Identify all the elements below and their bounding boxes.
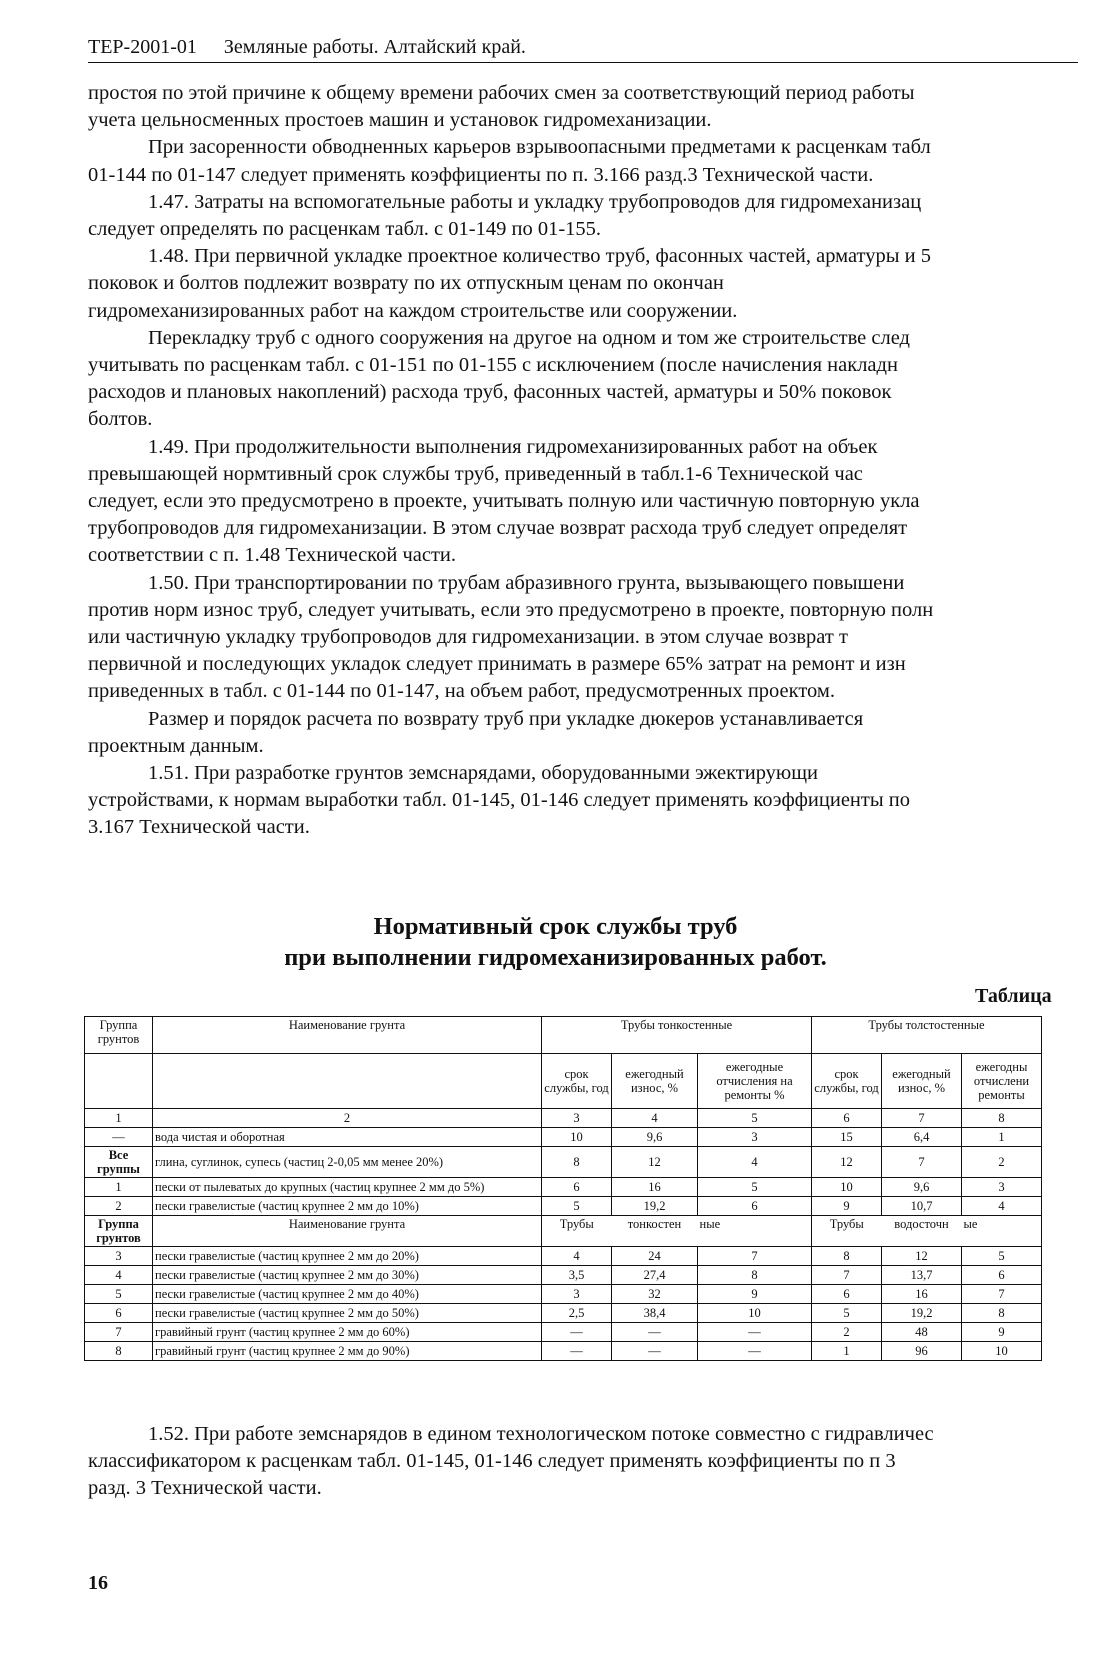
cell-name: пески гравелистые (частиц крупнее 2 мм до 20%)	[153, 1247, 542, 1266]
cell-value: 7	[882, 1147, 962, 1178]
text-line: Перекладку труб с одного сооружения на другое на одном и том же строительстве след	[148, 326, 910, 349]
closing-text	[88, 1421, 1111, 1503]
header-thick-pipes: Трубы толстостенные	[812, 1017, 1042, 1054]
cell-group: 7	[85, 1323, 153, 1342]
cell-value: 2,5	[542, 1304, 612, 1323]
running-header	[88, 36, 1078, 63]
table-row	[85, 1323, 1042, 1342]
cell-value: 6	[542, 1178, 612, 1197]
cell-value: 6	[962, 1266, 1042, 1285]
cell-name: пески гравелистые (частиц крупнее 2 мм до 10%)	[153, 1197, 542, 1216]
column-number: 8	[962, 1109, 1042, 1128]
mid-header-group: Группа грунтов	[85, 1216, 153, 1247]
cell-value: 19,2	[882, 1304, 962, 1323]
cell-value: 15	[812, 1128, 882, 1147]
text-line: против норм износ труб, следует учитывать, если это предусмотрено в проекте, повторную полн	[88, 598, 934, 621]
cell-group: 3	[85, 1247, 153, 1266]
cell-value: 10	[542, 1128, 612, 1147]
cell-name: пески гравелистые (частиц крупнее 2 мм до 40%)	[153, 1285, 542, 1304]
header-repair: ежегодные отчисления на ремонты %	[698, 1054, 812, 1109]
cell-value: 5	[542, 1197, 612, 1216]
pipe-service-table	[84, 1016, 1042, 1361]
document-title: Земляные работы. Алтайский край.	[223, 36, 526, 58]
cell-value: 3	[542, 1285, 612, 1304]
cell-group: 6	[85, 1304, 153, 1323]
cell-value: 9,6	[612, 1128, 698, 1147]
table-row	[85, 1285, 1042, 1304]
mid-header-thin: ные	[698, 1216, 812, 1247]
page-number: 16	[88, 1572, 108, 1594]
cell-value: 16	[882, 1285, 962, 1304]
cell-value: —	[542, 1342, 612, 1361]
text-line: Размер и порядок расчета по возврату труб при укладке дюкеров устанавливается	[148, 707, 864, 730]
cell-name: пески от пылеватых до крупных (частиц крупнее 2 мм до 5%)	[153, 1178, 542, 1197]
header-wear: ежегодный износ, %	[612, 1054, 698, 1109]
cell-value: 13,7	[882, 1266, 962, 1285]
table-subheader-row	[85, 1054, 1042, 1109]
text-line: соответствии с п. 1.48 Технической части.	[88, 544, 457, 567]
cell-name: пески гравелистые (частиц крупнее 2 мм до 50%)	[153, 1304, 542, 1323]
cell-value: 16	[612, 1178, 698, 1197]
text-line: 1.49. При продолжительности выполнения гидромеханизированных работ на объек	[148, 435, 878, 458]
text-line: следует определять по расценкам табл. с 01-149 по 01-155.	[88, 218, 602, 241]
table-row	[85, 1247, 1042, 1266]
cell-value: 5	[812, 1304, 882, 1323]
cell-value: 8	[962, 1304, 1042, 1323]
column-number: 3	[542, 1109, 612, 1128]
cell-value: 12	[612, 1147, 698, 1178]
empty-cell	[153, 1054, 542, 1109]
cell-value: 8	[542, 1147, 612, 1178]
header-term: срок службы, год	[812, 1054, 882, 1109]
cell-value: 7	[698, 1247, 812, 1266]
table-row	[85, 1147, 1042, 1178]
cell-value: —	[612, 1323, 698, 1342]
cell-value: 4	[698, 1147, 812, 1178]
table-title-line-1: Нормативный срок службы труб	[373, 913, 738, 940]
mid-header-thin: тонкостен	[612, 1216, 698, 1247]
cell-value: 24	[612, 1247, 698, 1266]
column-number: 2	[153, 1109, 542, 1128]
header-thin-pipes: Трубы тонкостенные	[542, 1017, 812, 1054]
table-mid-header-row	[85, 1216, 1042, 1247]
text-line: простоя по этой причине к общему времени рабочих смен за соответствующий период работы	[88, 82, 915, 104]
cell-value: 3	[698, 1128, 812, 1147]
text-line: приведенных в табл. с 01-144 по 01-147, на объем работ, предусмотренных проектом.	[88, 680, 835, 703]
text-line: проектным данным.	[88, 734, 264, 757]
text-line: классификатором к расценкам табл. 01-145, 01-146 следует применять коэффициенты по п 3	[88, 1450, 896, 1473]
column-number: 6	[812, 1109, 882, 1128]
header-name: Наименование грунта	[153, 1017, 542, 1054]
text-line: 1.48. При первичной укладке проектное количество труб, фасонных частей, арматуры и 5	[148, 245, 931, 268]
cell-value: 27,4	[612, 1266, 698, 1285]
table-row	[85, 1304, 1042, 1323]
cell-value: 32	[612, 1285, 698, 1304]
column-number: 4	[612, 1109, 698, 1128]
cell-group: 1	[85, 1178, 153, 1197]
cell-value: 6,4	[882, 1128, 962, 1147]
cell-value: 6	[812, 1285, 882, 1304]
cell-value: 96	[882, 1342, 962, 1361]
table-row	[85, 1128, 1042, 1147]
text-line: 1.47. Затраты на вспомогательные работы и укладку трубопроводов для гидромеханизац	[148, 190, 922, 213]
text-line: превышающей нормтивный срок службы труб, приведенный в табл.1-6 Технической час	[88, 462, 863, 485]
text-line: гидромеханизированных работ на каждом строительстве или сооружении.	[88, 299, 738, 322]
text-line: учета цельносменных простоев машин и установок гидромеханизации.	[88, 109, 712, 132]
cell-value: 19,2	[612, 1197, 698, 1216]
text-line: учитывать по расценкам табл. с 01-151 по 01-155 с исключением (после начисления накладн	[88, 354, 898, 377]
text-line: расходов и плановых накоплений) расхода труб, фасонных частей, арматуры и 50% поковок	[88, 381, 892, 404]
empty-cell	[85, 1054, 153, 1109]
cell-value: 10	[962, 1342, 1042, 1361]
body-text	[88, 80, 1111, 842]
mid-header-drain: водосточн	[882, 1216, 962, 1247]
cell-group: Все группы	[85, 1147, 153, 1178]
column-number: 5	[698, 1109, 812, 1128]
text-line: 3.167 Технической части.	[88, 816, 310, 839]
cell-name: вода чистая и оборотная	[153, 1128, 542, 1147]
column-number-row	[85, 1109, 1042, 1128]
cell-value: 8	[812, 1247, 882, 1266]
table-row	[85, 1266, 1042, 1285]
header-repair: ежегодны отчислени ремонты	[962, 1054, 1042, 1109]
cell-value: 10	[698, 1304, 812, 1323]
cell-value: 12	[812, 1147, 882, 1178]
text-line: 1.51. При разработке грунтов земснарядами, оборудованными эжектирующи	[148, 762, 818, 785]
cell-value: 1	[812, 1342, 882, 1361]
cell-value: 3,5	[542, 1266, 612, 1285]
header-wear: ежегодный износ, %	[882, 1054, 962, 1109]
cell-value: —	[542, 1323, 612, 1342]
cell-value: 7	[962, 1285, 1042, 1304]
cell-value: 3	[962, 1178, 1042, 1197]
cell-group: 5	[85, 1285, 153, 1304]
cell-value: 8	[698, 1266, 812, 1285]
cell-value: 5	[962, 1247, 1042, 1266]
text-line: поковок и болтов подлежит возврату по их отпускным ценам по окончан	[88, 272, 724, 295]
text-line: разд. 3 Технической части.	[88, 1477, 322, 1500]
header-term: срок службы, год	[542, 1054, 612, 1109]
cell-value: 38,4	[612, 1304, 698, 1323]
table-title-line-2: при выполнении гидромеханизированных работ.	[284, 944, 827, 971]
text-line: болтов.	[88, 408, 153, 431]
cell-value: 7	[812, 1266, 882, 1285]
cell-value: 4	[962, 1197, 1042, 1216]
mid-header-drain: ые	[962, 1216, 1042, 1247]
header-group: Группа грунтов	[85, 1017, 153, 1054]
text-line: 1.52. При работе земснарядов в едином технологическом потоке совместно с гидравличес	[148, 1423, 934, 1445]
document-code: ТЕР-2001-01	[88, 36, 197, 58]
cell-value: 9,6	[882, 1178, 962, 1197]
mid-header-thin: Трубы	[542, 1216, 612, 1247]
mid-header-drain: Трубы	[812, 1216, 882, 1247]
text-line: первичной и последующих укладок следует принимать в размере 65% затрат на ремонт и изн	[88, 653, 906, 676]
table-header-row	[85, 1017, 1042, 1054]
cell-value: 4	[542, 1247, 612, 1266]
cell-value: 1	[962, 1128, 1042, 1147]
table-row	[85, 1197, 1042, 1216]
column-number: 7	[882, 1109, 962, 1128]
cell-value: —	[612, 1342, 698, 1361]
cell-group: 2	[85, 1197, 153, 1216]
text-line: 1.50. При транспортировании по трубам абразивного грунта, вызывающего повышени	[148, 571, 905, 594]
cell-value: 6	[698, 1197, 812, 1216]
cell-value: 5	[698, 1178, 812, 1197]
text-line: или частичную укладку трубопроводов для гидромеханизации. в этом случае возврат т	[88, 626, 848, 649]
text-line: 01-144 по 01-147 следует применять коэффициенты по п. 3.166 разд.3 Технической части.	[88, 163, 874, 186]
column-number: 1	[85, 1109, 153, 1128]
cell-value: 9	[698, 1285, 812, 1304]
table-row	[85, 1178, 1042, 1197]
table-label: Таблица	[975, 985, 1052, 1007]
cell-value: 9	[962, 1323, 1042, 1342]
cell-group: 8	[85, 1342, 153, 1361]
text-line: При засоренности обводненных карьеров взрывоопасными предметами к расценкам табл	[148, 136, 931, 159]
cell-value: 48	[882, 1323, 962, 1342]
cell-name: гравийный грунт (частиц крупнее 2 мм до 60%)	[153, 1323, 542, 1342]
cell-value: 10	[812, 1178, 882, 1197]
cell-name: пески гравелистые (частиц крупнее 2 мм до 30%)	[153, 1266, 542, 1285]
cell-value: —	[698, 1323, 812, 1342]
text-line: трубопроводов для гидромеханизации. В этом случае возврат расхода труб следует определят	[88, 517, 908, 540]
cell-value: —	[698, 1342, 812, 1361]
cell-group: 4	[85, 1266, 153, 1285]
cell-group: —	[85, 1128, 153, 1147]
cell-value: 2	[812, 1323, 882, 1342]
cell-value: 2	[962, 1147, 1042, 1178]
table-row	[85, 1342, 1042, 1361]
mid-header-name: Наименование грунта	[153, 1216, 542, 1247]
cell-value: 9	[812, 1197, 882, 1216]
cell-value: 12	[882, 1247, 962, 1266]
text-line: устройствами, к нормам выработки табл. 01-145, 01-146 следует применять коэффициенты по	[88, 789, 910, 812]
text-line: следует, если это предусмотрено в проекте, учитывать полную или частичную повторную укла	[88, 490, 920, 513]
cell-value: 10,7	[882, 1197, 962, 1216]
cell-name: глина, суглинок, супесь (частиц 2-0,05 мм менее 20%)	[153, 1147, 542, 1178]
cell-name: гравийный грунт (частиц крупнее 2 мм до 90%)	[153, 1342, 542, 1361]
